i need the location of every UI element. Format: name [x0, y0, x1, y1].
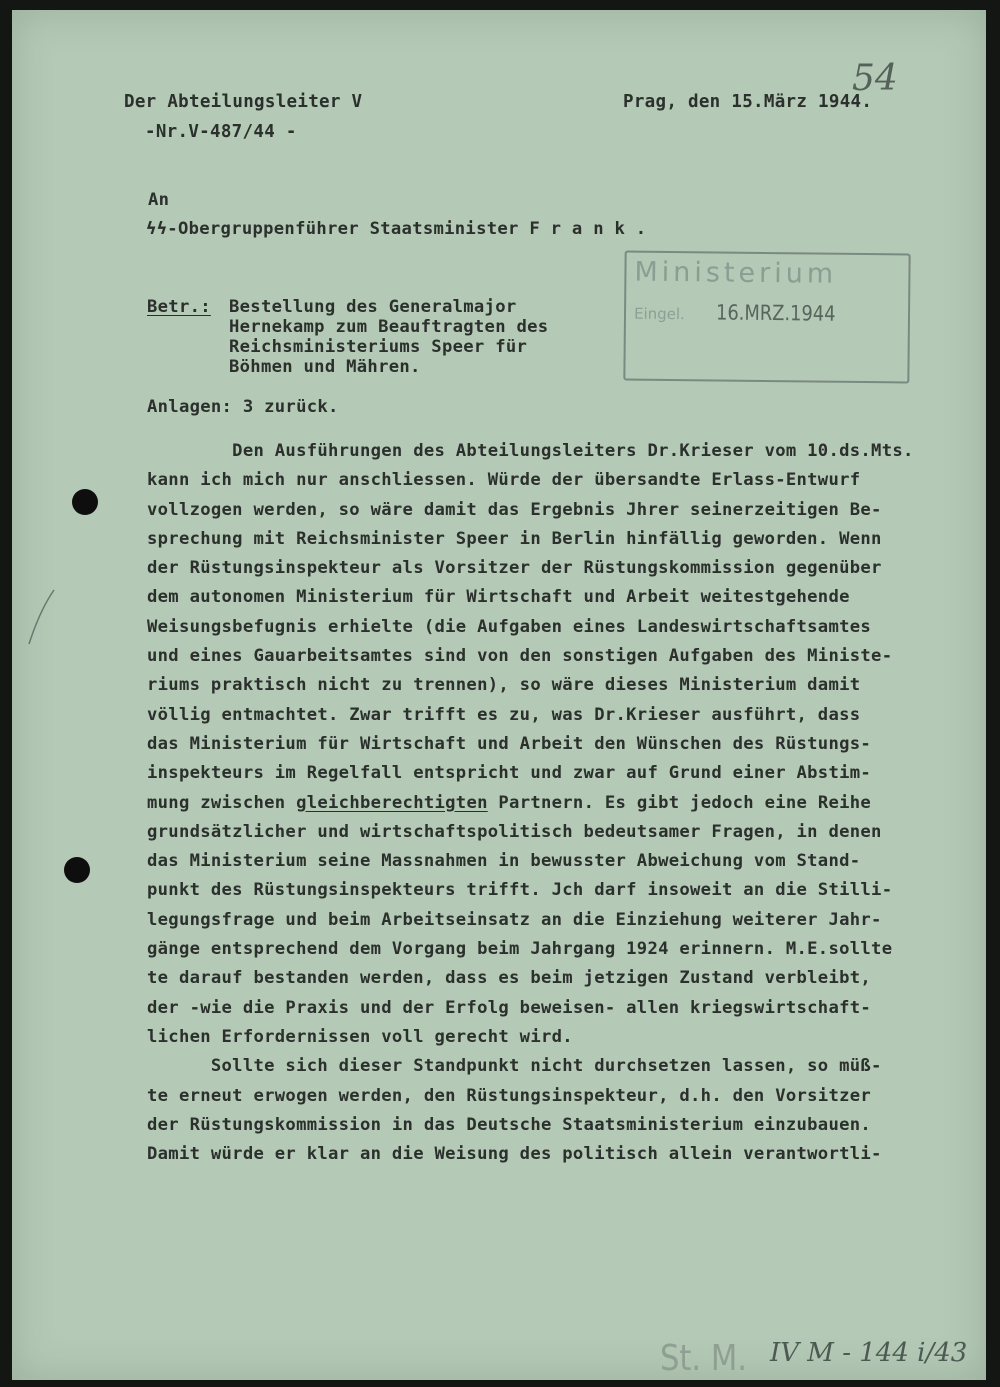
stamp-label: Eingel. [633, 304, 685, 324]
body-line: das Ministerium für Wirtschaft und Arbeit den Wünschen des Rüstungs- [147, 733, 872, 754]
body-line-underlined [147, 789, 914, 818]
body-line: legungsfrage und beim Arbeitseinsatz an die Einziehung weiterer Jahr- [147, 909, 882, 930]
subject-line: Reichsministeriums Speer für [229, 337, 528, 357]
punch-hole-bottom [64, 857, 90, 883]
body-text: Partnern. Es gibt jedoch eine Reihe [487, 792, 872, 813]
body-line: dem autonomen Ministerium für Wirtschaft und Arbeit weitestgehende [147, 587, 850, 608]
body-line: Weisungsbefugnis erhielte (die Aufgaben eines Landeswirtschaftsamtes [147, 616, 872, 637]
body-line: gänge entsprechend dem Vorgang beim Jahrgang 1924 erinnern. M.E.sollte [147, 939, 893, 960]
handwritten-file-reference: IV M - 144 i/43 [770, 1338, 968, 1368]
sender-reference: -Nr.V-487/44 - [145, 122, 297, 142]
letter-page [12, 10, 986, 1380]
body-line: Sollte sich dieser Standpunkt nicht durchsetzen lassen, so müß- [147, 1056, 882, 1077]
stamp-title: Ministerium [634, 256, 838, 290]
recipient-prefix: An [148, 190, 170, 210]
subject-line: Hernekamp zum Beauftragten des [229, 317, 549, 337]
body-line: der Rüstungskommission in das Deutsche Staatsministerium einzubauen. [147, 1114, 872, 1135]
body-line: inspekteurs im Regelfall entspricht und zwar auf Grund einer Abstim- [147, 763, 872, 784]
subject-line: Böhmen und Mähren. [229, 357, 421, 377]
body-line: vollzogen werden, so wäre damit das Ergebnis Jhrer seinerzeitigen Be- [147, 499, 882, 520]
stamp-date: 16.MRZ.1944 [715, 300, 836, 326]
body-line: punkt des Rüstungsinspekteurs trifft. Jch darf insoweit an die Stilli- [147, 880, 893, 901]
place-and-date: Prag, den 15.März 1944. [623, 92, 873, 112]
body-line: das Ministerium seine Massnahmen in bewusster Abweichung vom Stand- [147, 851, 861, 872]
body-line: riums praktisch nicht zu trennen), so wäre dieses Ministerium damit [147, 675, 861, 696]
body-line: der Rüstungsinspekteur als Vorsitzer der Rüstungskommission gegenüber [147, 558, 882, 579]
body-line: Damit würde er klar an die Weisung des politisch allein verantwortli- [147, 1144, 882, 1165]
punch-hole-top [72, 489, 98, 515]
archive-page-number: 54 [852, 58, 898, 99]
receipt-stamp [623, 251, 910, 384]
body-line: lichen Erfordernissen voll gerecht wird. [147, 1026, 573, 1047]
body-line: te darauf bestanden werden, dass es beim jetzigen Zustand verbleibt, [147, 968, 872, 989]
body-text: mung zwischen [147, 792, 297, 813]
body-line: sprechung mit Reichsminister Speer in Berlin hinfällig geworden. Wenn [147, 528, 882, 549]
recipient-name: ϟϟ-Obergruppenführer Staatsminister F r a n k . [146, 219, 647, 239]
body-line: völlig entmachtet. Zwar trifft es zu, was Dr.Krieser ausführt, dass [147, 704, 861, 725]
body-line: te erneut erwogen werden, den Rüstungsinspekteur, d.h. den Vorsitzer [147, 1085, 872, 1106]
state-ministry-stamp: St. M. [660, 1338, 748, 1379]
body-line: der -wie die Praxis und der Erfolg beweisen- allen kriegswirtschaft- [147, 997, 872, 1018]
body-line: kann ich mich nur anschliessen. Würde der übersandte Erlass-Entwurf [147, 470, 861, 491]
body-line: grundsätzlicher und wirtschaftspolitisch bedeutsamer Fragen, in denen [147, 821, 882, 842]
sender-title: Der Abteilungsleiter V [124, 92, 363, 112]
subject-block [229, 297, 548, 377]
letter-body [147, 437, 914, 1169]
body-line: und eines Gauarbeitsamtes sind von den sonstigen Aufgaben des Ministe- [147, 646, 893, 667]
underlined-word: gleichberechtigten [296, 792, 488, 813]
attachments-note: Anlagen: 3 zurück. [147, 397, 339, 417]
subject-label: Betr.: [147, 297, 211, 317]
subject-line: Bestellung des Generalmajor [229, 297, 517, 317]
margin-pencil-mark [26, 588, 56, 648]
body-line: Den Ausführungen des Abteilungsleiters Dr.Krieser vom 10.ds.Mts. [147, 441, 914, 461]
